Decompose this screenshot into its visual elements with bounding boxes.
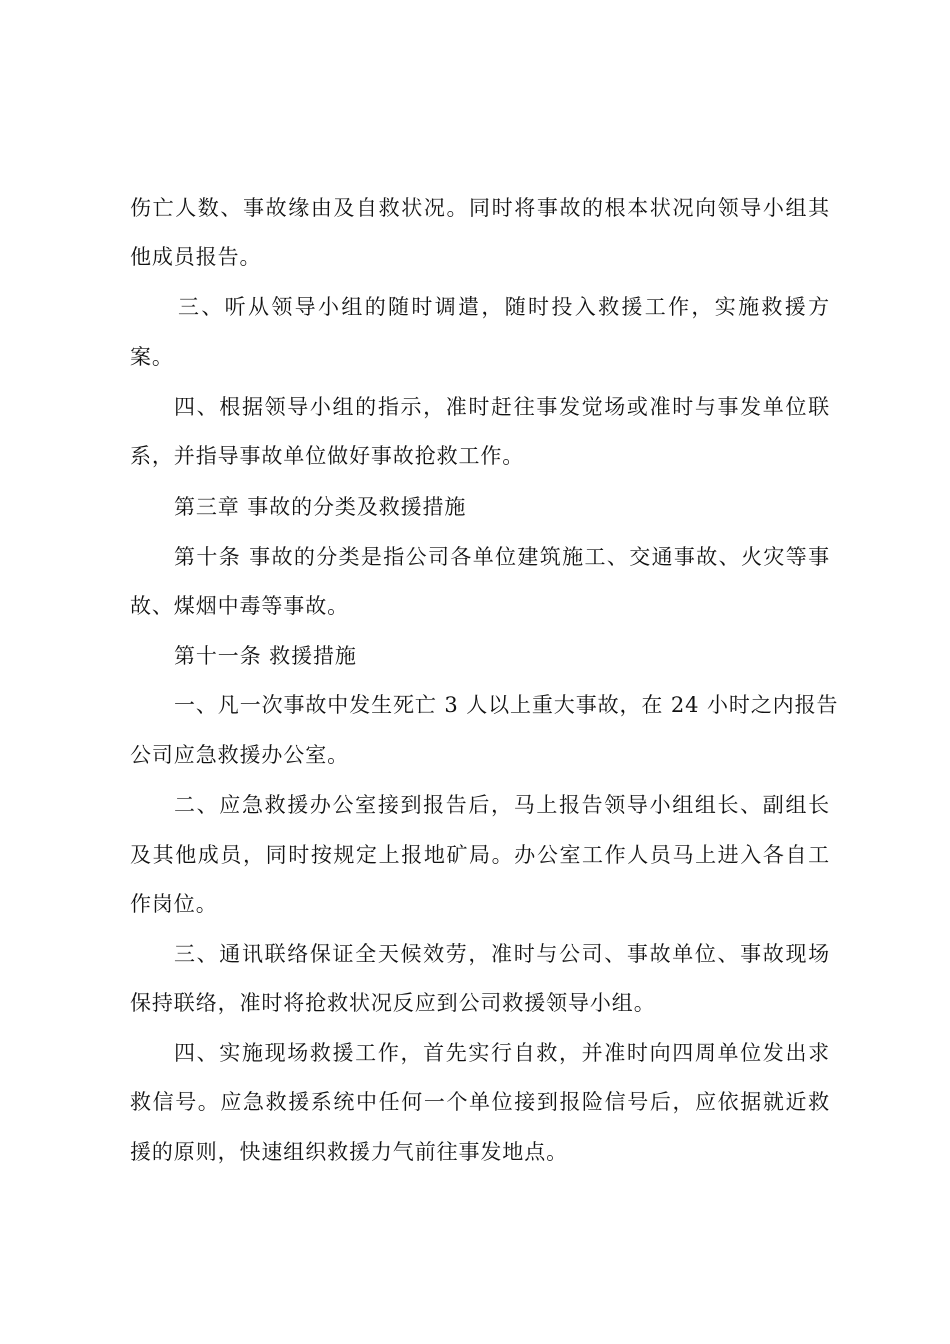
paragraph-line: 作岗位。	[130, 892, 218, 916]
paragraph-line: 第十条 事故的分类是指公司各单位建筑施工、交通事故、火灾等事	[174, 545, 830, 569]
article-heading: 第十一条 救援措施	[174, 644, 357, 668]
paragraph-line: 四、根据领导小组的指示，准时赶往事发觉场或准时与事发单位联	[174, 395, 830, 419]
paragraph-line: 二、应急救援办公室接到报告后，马上报告领导小组组长、副组长	[174, 793, 830, 817]
paragraph-line: 一、凡一次事故中发生死亡 3 人以上重大事故，在 24 小时之内报告	[174, 693, 839, 717]
paragraph-line: 三、通讯联络保证全天候效劳，准时与公司、事故单位、事故现场	[174, 942, 830, 966]
paragraph-line: 及其他成员，同时按规定上报地矿局。办公室工作人员马上进入各自工	[130, 843, 830, 867]
paragraph-line: 伤亡人数、事故缘由及自救状况。同时将事故的根本状况向领导小组其	[130, 196, 830, 220]
paragraph-line: 四、实施现场救援工作，首先实行自救，并准时向四周单位发出求	[174, 1041, 830, 1065]
paragraph-line: 公司应急救援办公室。	[130, 743, 349, 767]
paragraph-line: 救信号。应急救援系统中任何一个单位接到报险信号后，应依据就近救	[130, 1090, 830, 1114]
paragraph-line: 案。	[130, 345, 174, 369]
paragraph-line: 故、煤烟中毒等事故。	[130, 594, 349, 618]
paragraph-line: 系，并指导事故单位做好事故抢救工作。	[130, 444, 525, 468]
chapter-heading: 第三章 事故的分类及救援措施	[174, 495, 467, 519]
paragraph-line: 三、听从领导小组的随时调遣，随时投入救援工作，实施救援方	[178, 295, 830, 319]
paragraph-line: 他成员报告。	[130, 245, 262, 269]
paragraph-line: 保持联络，准时将抢救状况反应到公司救援领导小组。	[130, 991, 656, 1015]
paragraph-line: 援的原则，快速组织救援力气前往事发地点。	[130, 1140, 568, 1164]
